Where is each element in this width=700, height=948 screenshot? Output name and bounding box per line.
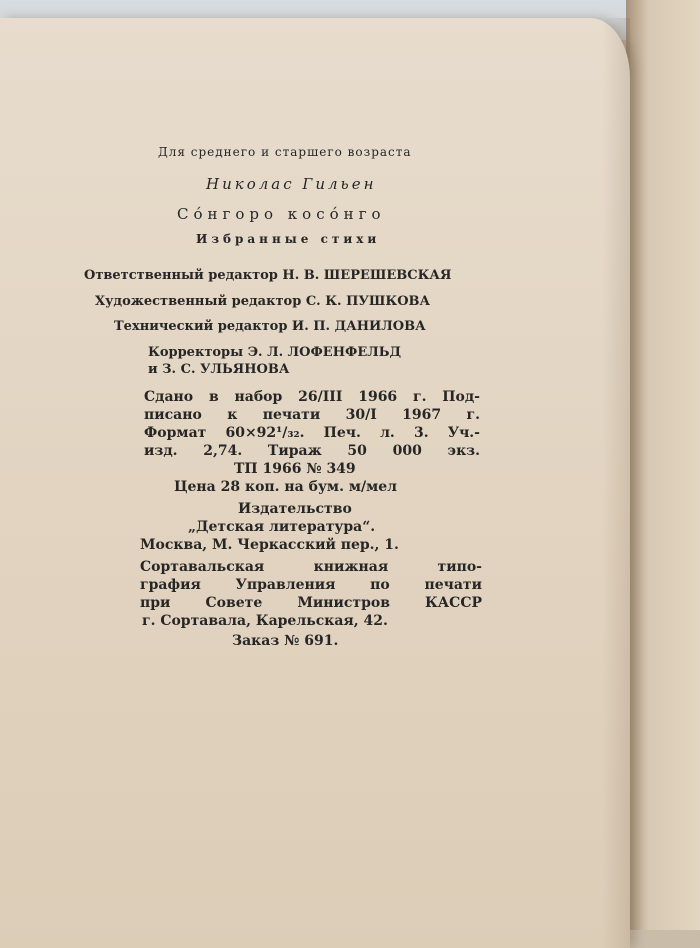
printer-line-3: при Совете Министров КАССР xyxy=(140,595,482,611)
pub-info-line-4: изд. 2,74. Тираж 50 000 экз. xyxy=(144,443,480,459)
audience-line: Для среднего и старшего возраста xyxy=(158,145,412,159)
art-editor-line: Художественный редактор С. К. ПУШКОВА xyxy=(95,294,431,309)
price-line: Цена 28 коп. на бум. м/мел xyxy=(174,479,398,495)
book-title: Сóнгоро косóнго xyxy=(177,205,386,223)
order-line: Заказ № 691. xyxy=(232,633,339,649)
pub-info-line-5: ТП 1966 № 349 xyxy=(234,461,356,477)
tech-editor-line: Технический редактор И. П. ДАНИЛОВА xyxy=(114,319,426,334)
publisher-line-1: Издательство xyxy=(238,501,352,517)
correctors-line-1: Корректоры Э. Л. ЛОФЕНФЕЛЬД xyxy=(148,345,402,360)
correctors-line-2: и З. С. УЛЬЯНОВА xyxy=(148,362,290,377)
editor-line: Ответственный редактор Н. В. ШЕРЕШЕВСКАЯ xyxy=(84,268,452,283)
printer-line-2: графия Управления по печати xyxy=(140,577,482,593)
publisher-line-3: Москва, М. Черкасский пер., 1. xyxy=(140,537,399,553)
printer-line-1: Сортавальская книжная типо- xyxy=(140,559,482,575)
pub-info-line-3: Формат 60×92¹/₃₂. Печ. л. 3. Уч.- xyxy=(144,425,480,441)
publisher-line-2: „Детская литература“. xyxy=(188,519,376,535)
pub-info-line-1: Сдано в набор 26/III 1966 г. Под- xyxy=(144,389,480,405)
next-page-edge xyxy=(626,0,700,930)
pub-info-line-2: писано к печати 30/I 1967 г. xyxy=(144,407,480,423)
printer-line-4: г. Сортавала, Карельская, 42. xyxy=(142,613,388,629)
book-subtitle: Избранные стихи xyxy=(196,232,381,246)
author-name: Николас Гильен xyxy=(206,175,377,193)
